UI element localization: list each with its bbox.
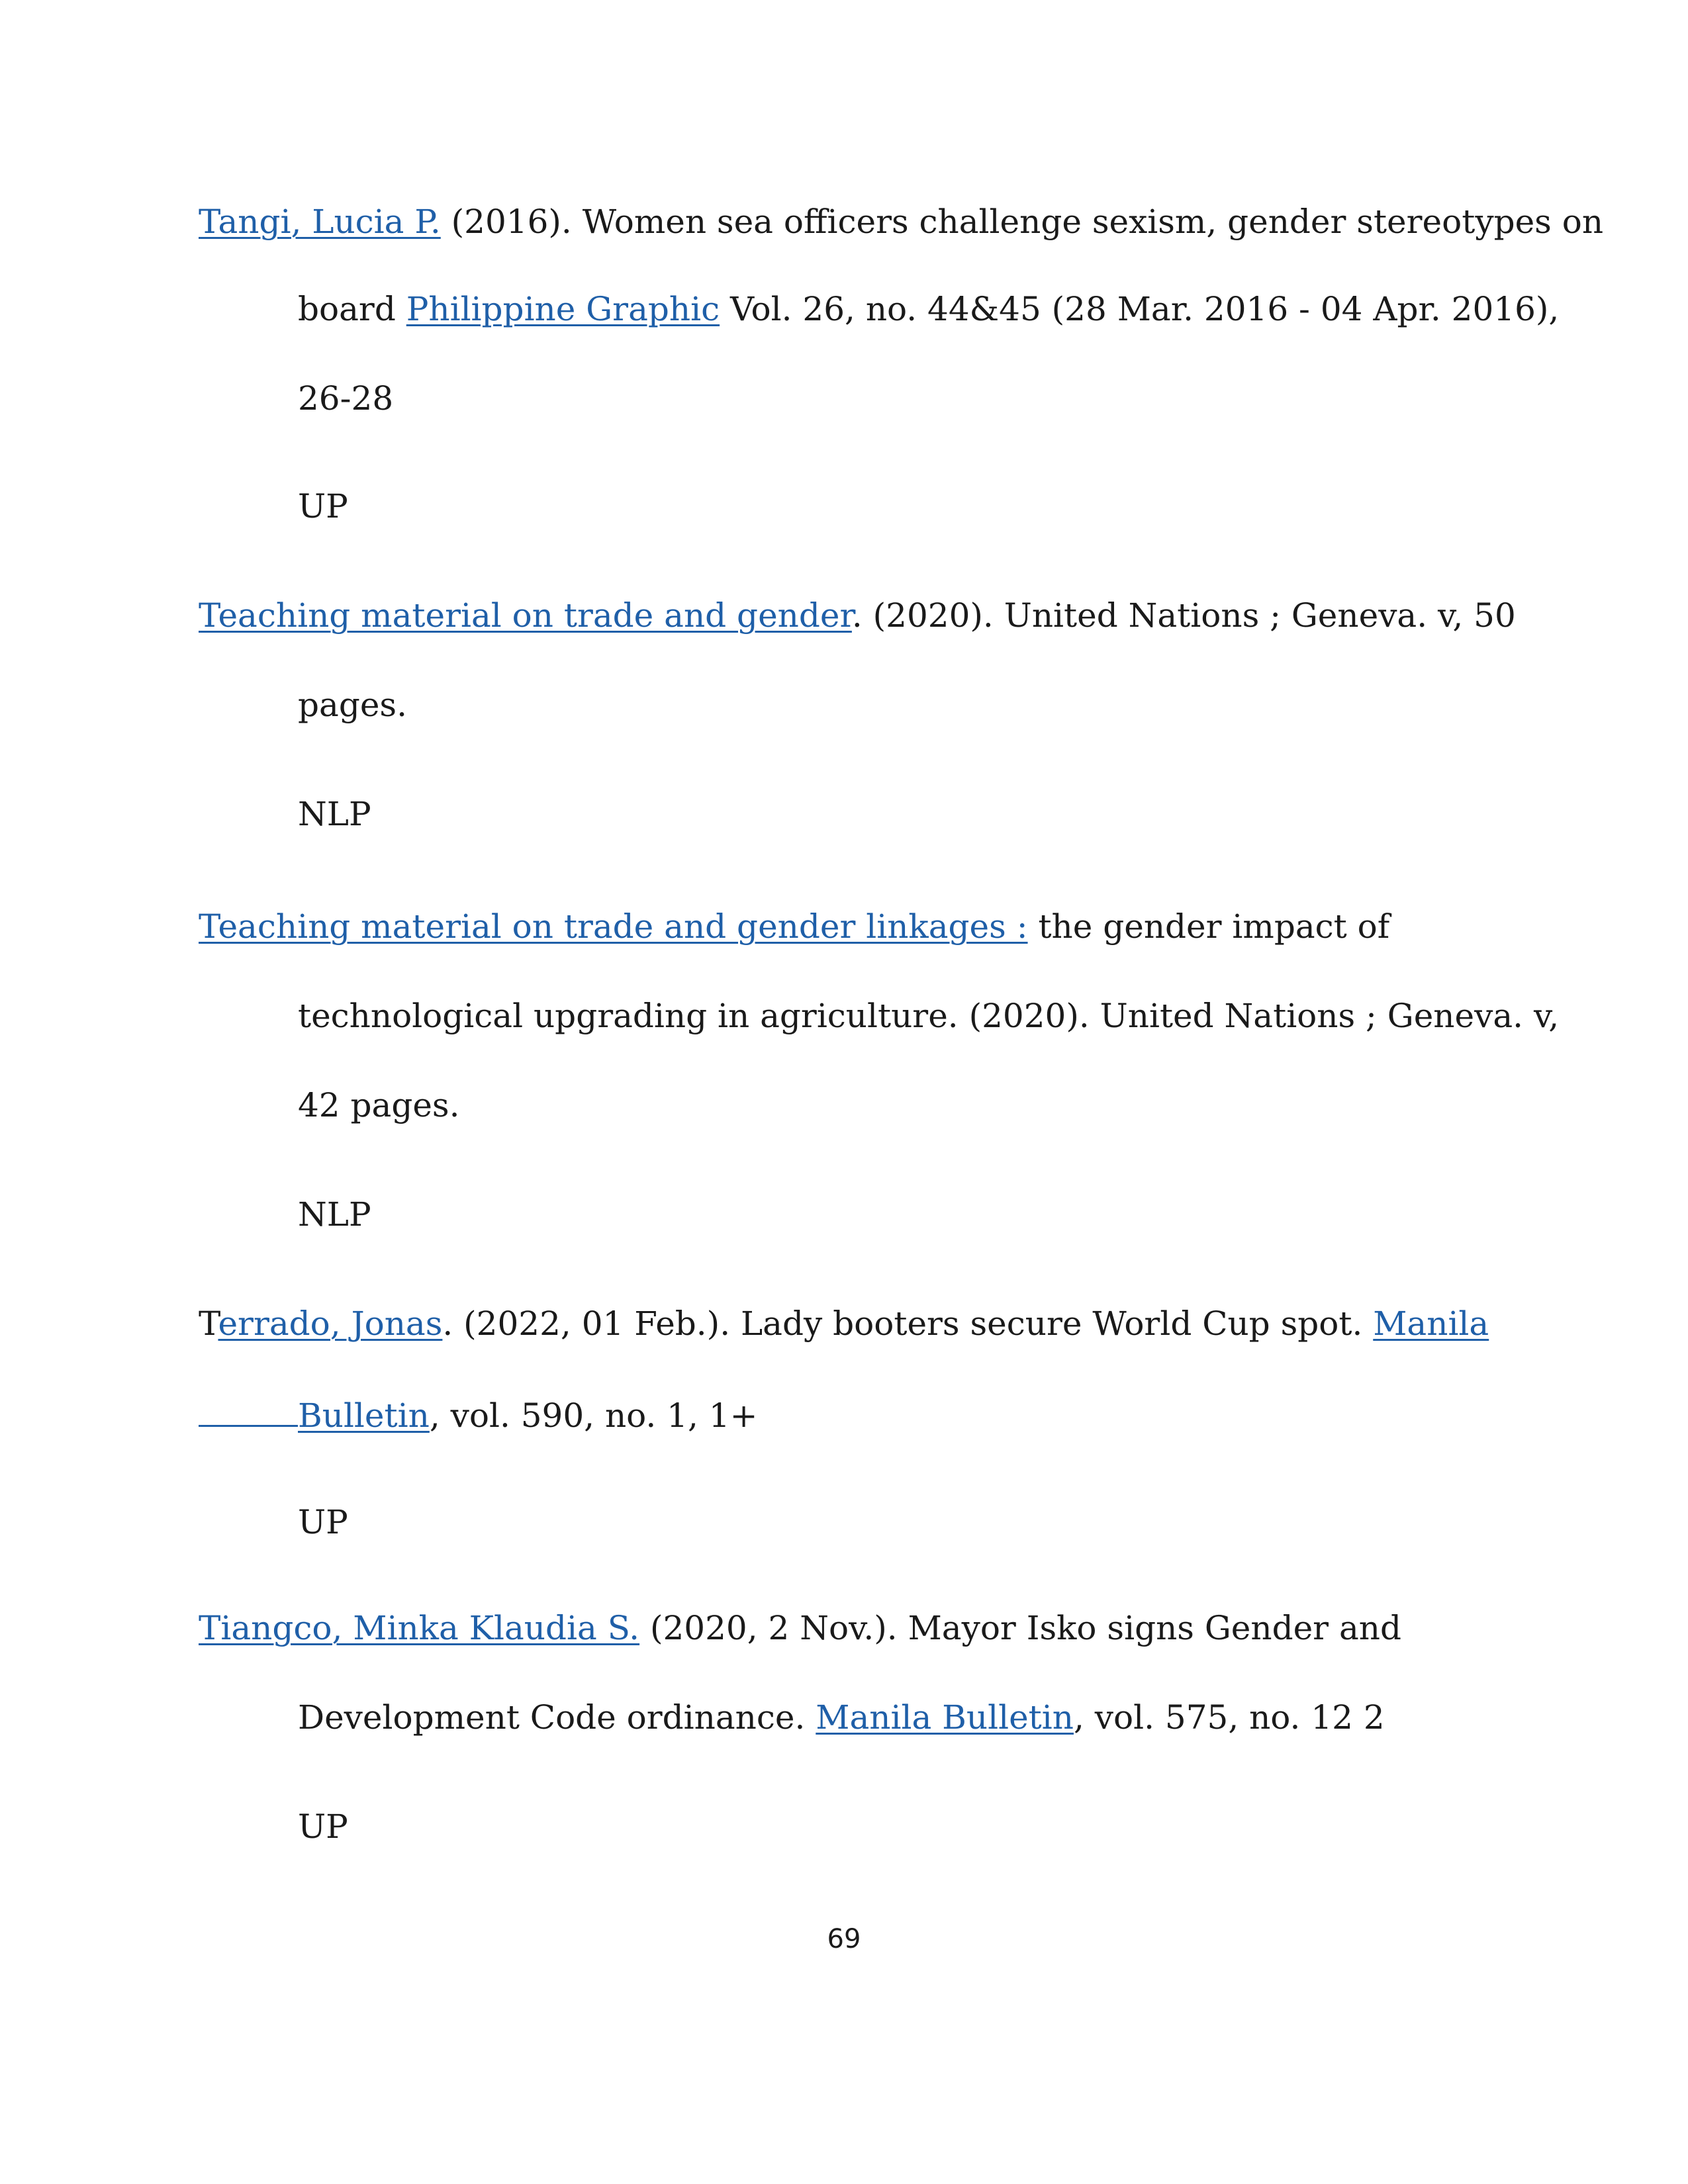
publication-link-manila-bulletin[interactable]: Manila Bulletin — [816, 1698, 1074, 1737]
entry-2-location: NLP — [298, 795, 371, 833]
entry-2-text: . (2020). United Nations ; Geneva. v, 50 — [851, 596, 1516, 635]
author-link-tiangco[interactable]: Tiangco, Minka Klaudia S. — [199, 1609, 640, 1647]
title-link-teaching-material-linkages[interactable]: Teaching material on trade and gender linkages : — [199, 907, 1028, 946]
entry-5-text: , vol. 575, no. 12 2 — [1073, 1698, 1385, 1737]
entry-1-line-1 — [199, 202, 1603, 242]
entry-5-text: Development Code ordinance. — [298, 1698, 816, 1737]
publication-link-bulletin[interactable]: Bulletin — [298, 1396, 430, 1435]
entry-3-line-3: 42 pages. — [298, 1086, 460, 1124]
author-link-terrado[interactable]: errado, Jonas — [218, 1304, 443, 1343]
title-link-teaching-material[interactable]: Teaching material on trade and gender — [199, 596, 852, 635]
entry-3-text: the gender impact of — [1027, 907, 1390, 946]
entry-2-line-2: pages. — [298, 686, 407, 724]
entry-5-location: UP — [298, 1807, 348, 1846]
entry-1-line-2 — [298, 289, 1559, 329]
entry-1-line-3: 26-28 — [298, 379, 394, 418]
entry-1-text: board — [298, 290, 406, 328]
entry-5-line-2 — [298, 1698, 1385, 1737]
page-number: 69 — [827, 1924, 861, 1954]
publication-link-manila[interactable]: Manila — [1373, 1304, 1489, 1343]
entry-3-location: NLP — [298, 1195, 371, 1234]
author-link-tangi[interactable]: Tangi, Lucia P. — [199, 203, 441, 241]
entry-4-line-1 — [199, 1304, 1489, 1343]
entry-5-text: (2020, 2 Nov.). Mayor Isko signs Gender and — [639, 1609, 1401, 1647]
entry-1-text: Vol. 26, no. 44&45 (28 Mar. 2016 - 04 Apr. 2016), — [720, 290, 1560, 328]
publication-link-philippine-graphic[interactable]: Philippine Graphic — [406, 290, 720, 328]
entry-4-text: , vol. 590, no. 1, 1+ — [429, 1396, 758, 1435]
entry-1-text: (2016). Women sea officers challenge sexism, gender stereotypes on — [440, 203, 1604, 241]
entry-3-line-1 — [199, 907, 1389, 946]
entry-1-location: UP — [298, 487, 348, 525]
entry-4-text: . (2022, 01 Feb.). Lady booters secure World Cup spot. — [442, 1304, 1374, 1343]
author-initial: T — [199, 1304, 218, 1343]
entry-5-line-1 — [199, 1608, 1401, 1648]
entry-4-line-2 — [199, 1393, 757, 1435]
entry-4-location: UP — [298, 1503, 348, 1541]
entry-3-line-2: technological upgrading in agriculture. (2020). United Nations ; Geneva. v, — [298, 997, 1560, 1035]
link-underline-spacer — [199, 1393, 298, 1427]
entry-2-line-1 — [199, 596, 1516, 635]
